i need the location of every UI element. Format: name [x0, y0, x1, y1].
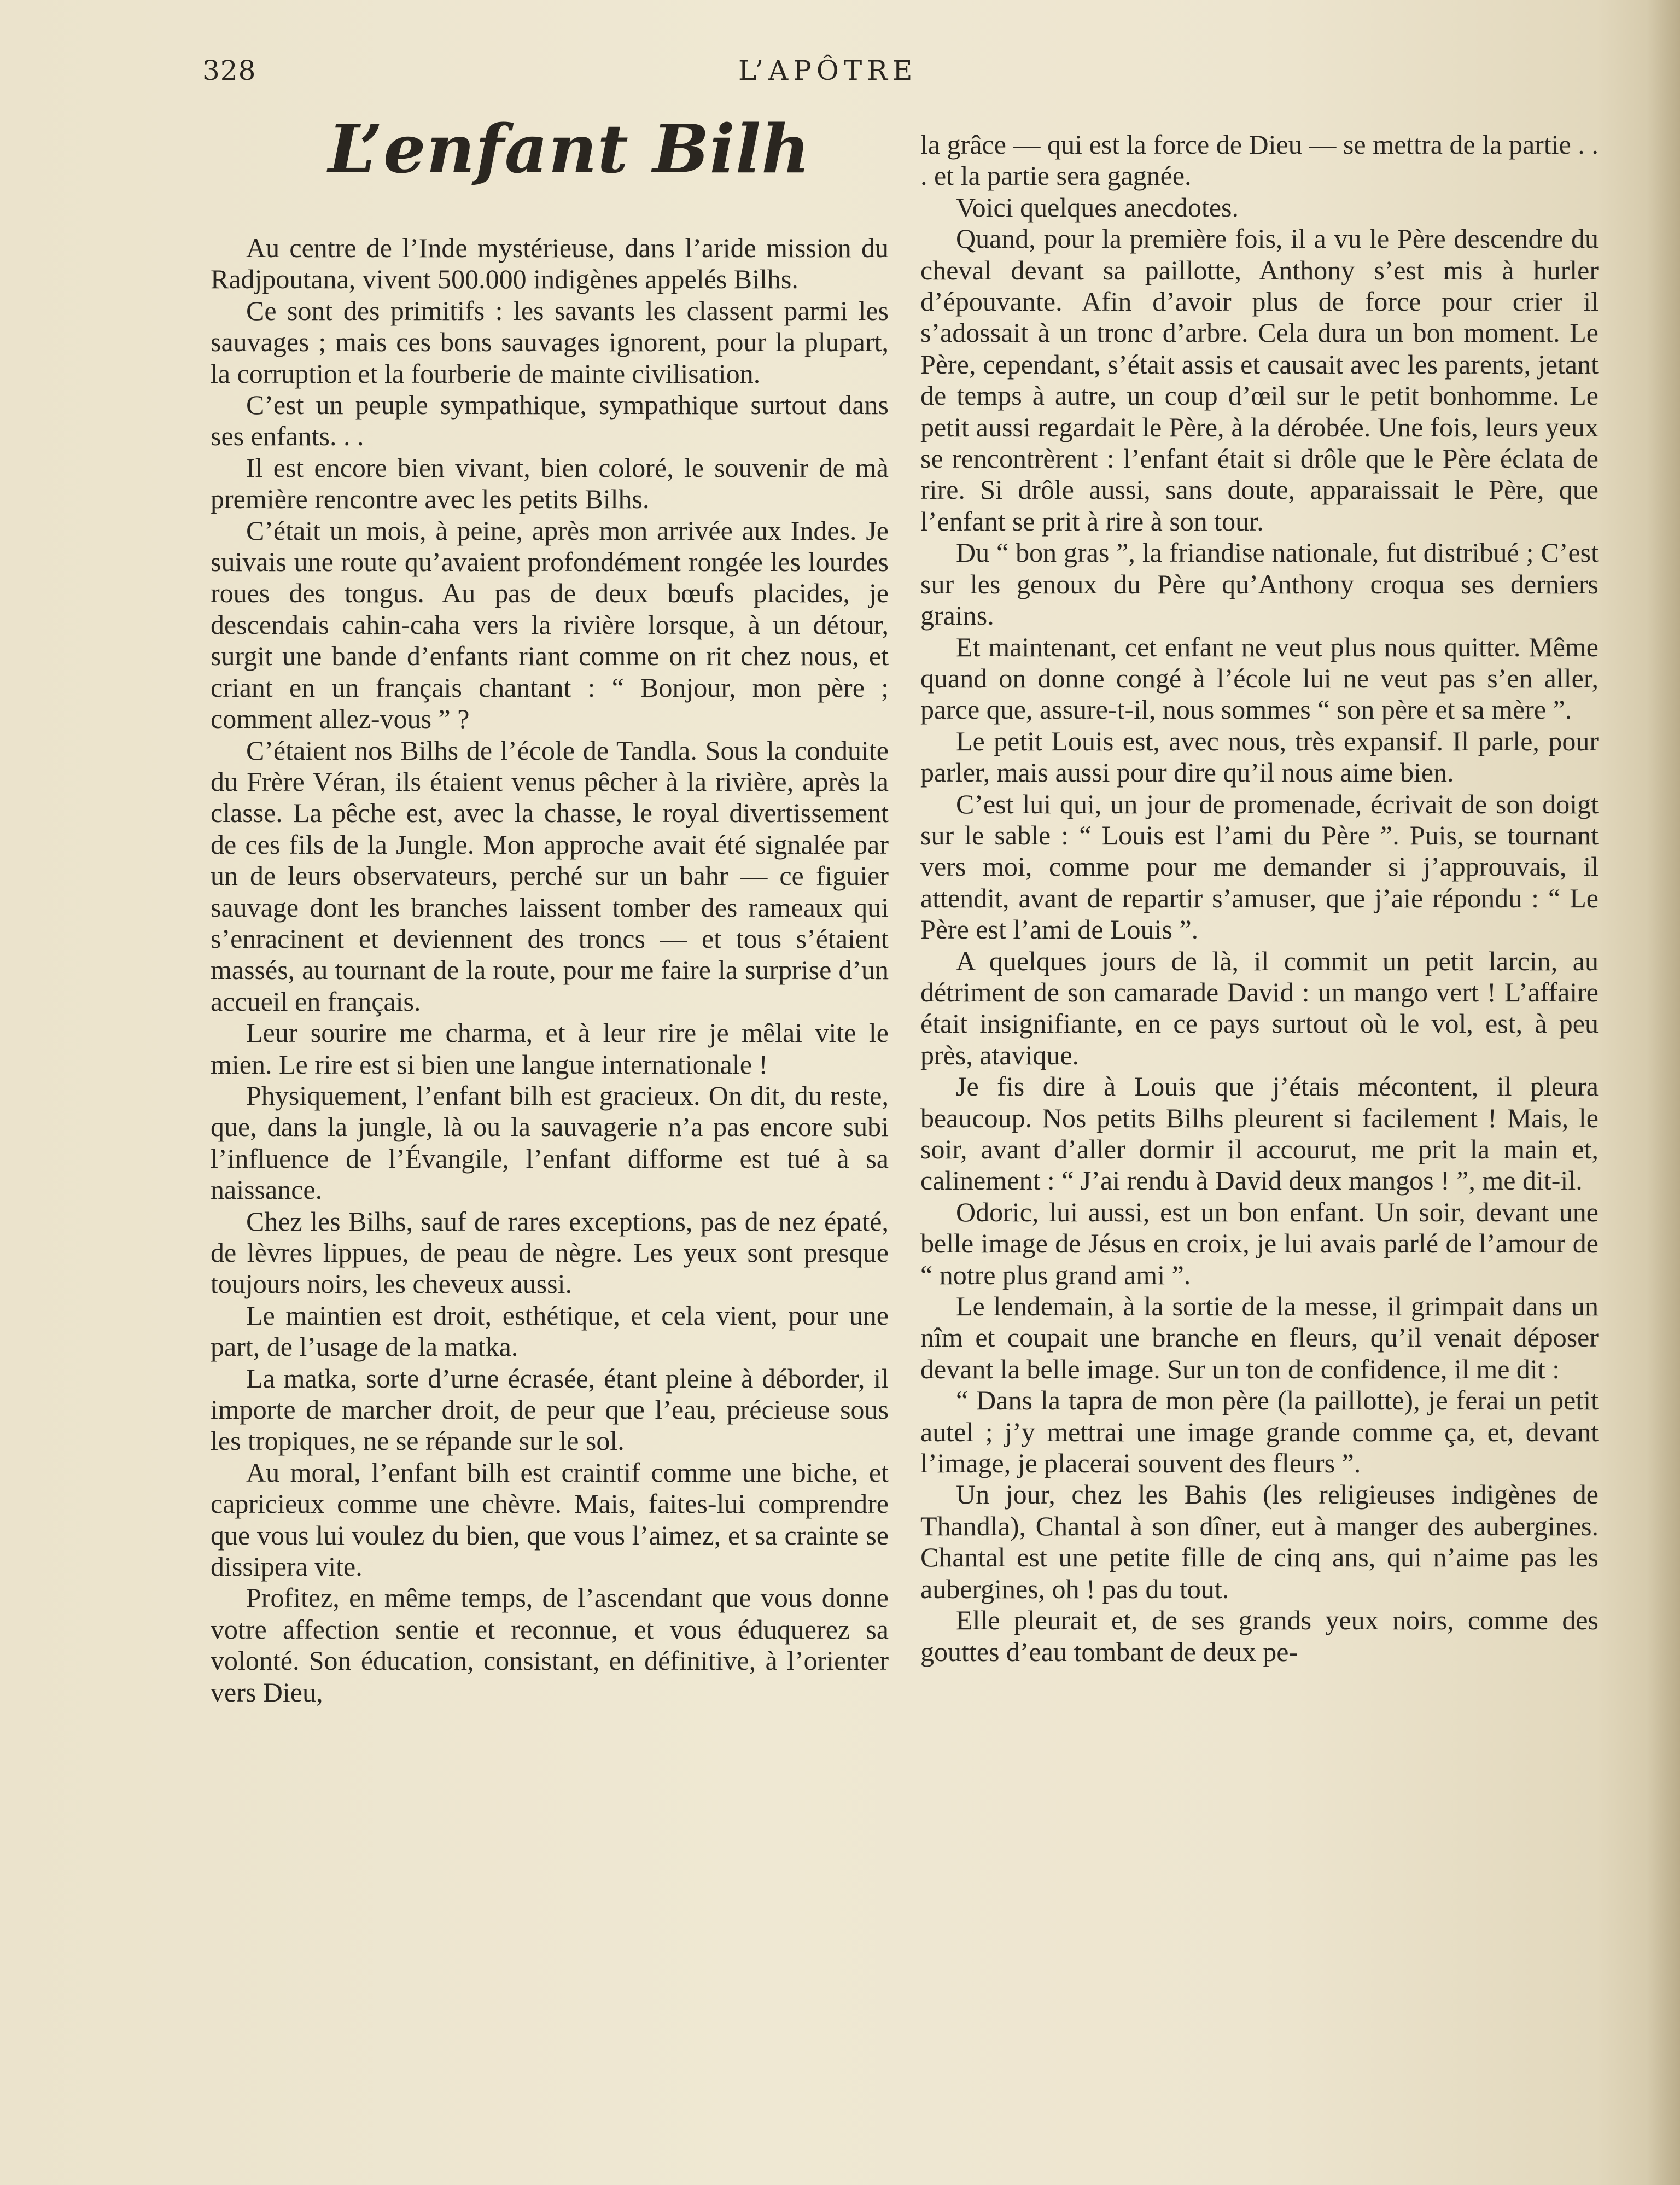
- paragraph: C’est un peuple sympathique, sympathique surtout dans ses enfants. . .: [211, 389, 889, 452]
- paragraph: Un jour, chez les Bahis (les religieuses indigènes de Thandla), Chantal à son dîner, eut à manger des aubergines. Chantal est une petite fille de cinq ans, qui n’aime pas les aubergines, oh ! pas du tout.: [920, 1479, 1599, 1604]
- paragraph: Au centre de l’Inde mystérieuse, dans l’aride mission du Radjpoutana, vivent 500.000 indigènes appelés Bilhs.: [211, 232, 889, 295]
- paragraph: Du “ bon gras ”, la friandise nationale, fut distribué ; C’est sur les genoux du Père qu’Anthony croqua ses derniers grains.: [920, 537, 1599, 631]
- paragraph: “ Dans la tapra de mon père (la paillotte), je ferai un petit autel ; j’y mettrai une image grande comme ça, et, devant l’image, je placerai souvent des fleurs ”.: [920, 1385, 1599, 1479]
- paragraph: Je fis dire à Louis que j’étais mécontent, il pleura beaucoup. Nos petits Bilhs pleurent si facilement ! Mais, le soir, avant d’aller dormir il accourut, me prit la main et, calinement : “ J’ai rendu à David deux mangos ! ”, me dit-il.: [920, 1071, 1599, 1196]
- paragraph: La matka, sorte d’urne écrasée, étant pleine à déborder, il importe de marcher droit, de peur que l’eau, précieuse sous les tropiques, ne se répande sur le sol.: [211, 1362, 889, 1456]
- paragraph: C’est lui qui, un jour de promenade, écrivait de son doigt sur le sable : “ Louis est l’ami du Père ”. Puis, se tournant vers moi, comme pour me demander si j’approuvais, il attendit, avant de repartir s’amuser, que j’aie répondu : “ Le Père est l’ami de Louis ”.: [920, 788, 1599, 945]
- paragraph: Leur sourire me charma, et à leur rire je mêlai vite le mien. Le rire est si bien une langue internationale !: [211, 1017, 889, 1080]
- paragraph: Elle pleurait et, de ses grands yeux noirs, comme des gouttes d’eau tombant de deux pe-: [920, 1605, 1599, 1667]
- left-column: [211, 232, 889, 1708]
- paragraph: Le lendemain, à la sortie de la messe, il grimpait dans un nîm et coupait une branche en fleurs, qu’il venait déposer devant la belle image. Sur un ton de confidence, il me dit :: [920, 1291, 1599, 1384]
- article-title: L’enfant Bilh: [328, 109, 810, 188]
- paragraph: Il est encore bien vivant, bien coloré, le souvenir de mà première rencontre avec les petits Bilhs.: [211, 452, 889, 515]
- paragraph: A quelques jours de là, il commit un petit larcin, au détriment de son camarade David : un mango vert ! L’affaire était insignifiante, en ce pays surtout où le vol, est, à peu près, atavique.: [920, 945, 1599, 1070]
- page-edge-shadow: [1647, 0, 1680, 2185]
- paragraph: Odoric, lui aussi, est un bon enfant. Un soir, devant une belle image de Jésus en croix, je lui avais parlé de l’amour de “ notre plus grand ami ”.: [920, 1196, 1599, 1290]
- paragraph: Au moral, l’enfant bilh est craintif comme une biche, et capricieux comme une chèvre. Mais, faites-lui comprendre que vous lui voulez du bien, que vous l’aimez, et sa crainte se dissipera vite.: [211, 1456, 889, 1582]
- paragraph: Le petit Louis est, avec nous, très expansif. Il parle, pour parler, mais aussi pour dire qu’il nous aime bien.: [920, 725, 1599, 788]
- paragraph: Voici quelques anecdotes.: [956, 191, 1239, 223]
- paragraph: Profitez, en même temps, de l’ascendant que vous donne votre affection sentie et reconnue, et vous éduquerez sa volonté. Son éducation, consistant, en définitive, à l’orienter vers Dieu,: [211, 1582, 889, 1708]
- right-column: [920, 129, 1599, 1668]
- paragraph: Ce sont des primitifs : les savants les classent parmi les sauvages ; mais ces bons sauvages ignorent, pour la plupart, la corruption et la fourberie de mainte civilisation.: [211, 295, 889, 389]
- paragraph: Chez les Bilhs, sauf de rares exceptions, pas de nez épaté, de lèvres lippues, de peau de nègre. Les yeux sont presque toujours noirs, les cheveux aussi.: [211, 1205, 889, 1300]
- paragraph: C’étaient nos Bilhs de l’école de Tandla. Sous la conduite du Frère Véran, ils étaient venus pêcher à la rivière, après la classe. La pêche est, avec la chasse, le royal divertissement de ces fils de la Jungle. Mon approche avait été signalée par un de leurs observateurs, perché sur un bahr — ce figuier sauvage dont les branches laissent tomber des rameaux qui s’enracinent et deviennent des troncs — et tous s’étaient massés, au tournant de la route, pour me faire la surprise d’un accueil en français.: [211, 735, 889, 1017]
- running-head: L’APÔTRE: [738, 55, 918, 86]
- paragraph: C’était un mois, à peine, après mon arrivée aux Indes. Je suivais une route qu’avaient profondément rongée les lourdes roues des tongus. Au pas de deux bœufs placides, je descendais cahin-caha vers la rivière lorsque, à un détour, surgit une bande d’enfants riant comme on rit chez nous, et criant en un français chantant : “ Bonjour, mon père ; comment allez-vous ” ?: [211, 515, 889, 735]
- paragraph: Quand, pour la première fois, il a vu le Père descendre du cheval devant sa paillotte, Anthony s’est mis à hurler d’épouvante. Afin d’avoir plus de force pour crier il s’adossait à un tronc d’arbre. Cela dura un bon moment. Le Père, cependant, s’était assis et causait avec les parents, jetant de temps à autre, un coup d’œil sur le petit bonhomme. Le petit aussi regardait le Père, à la dérobée. Une fois, leurs yeux se rencontrèrent : l’enfant était si drôle que le Père éclata de rire. Si drôle aussi, sans doute, apparaissait le Père, que l’enfant se prit à rire à son tour.: [920, 223, 1599, 537]
- paragraph: Le maintien est droit, esthétique, et cela vient, pour une part, de l’usage de la matka.: [211, 1300, 889, 1362]
- page-number: 328: [202, 55, 256, 86]
- paragraph: Physiquement, l’enfant bilh est gracieux. On dit, du reste, que, dans la jungle, là ou la sauvagerie n’a pas encore subi l’influence de l’Évangile, l’enfant difforme est tué à sa naissance.: [211, 1080, 889, 1205]
- paragraph-continued: la grâce — qui est la force de Dieu — se mettra de la partie . . . et la partie sera gagnée.: [920, 129, 1599, 191]
- paragraph: Et maintenant, cet enfant ne veut plus nous quitter. Même quand on donne congé à l’école lui ne veut pas s’en aller, parce que, assure-t-il, nous sommes “ son père et sa mère ”.: [920, 631, 1599, 725]
